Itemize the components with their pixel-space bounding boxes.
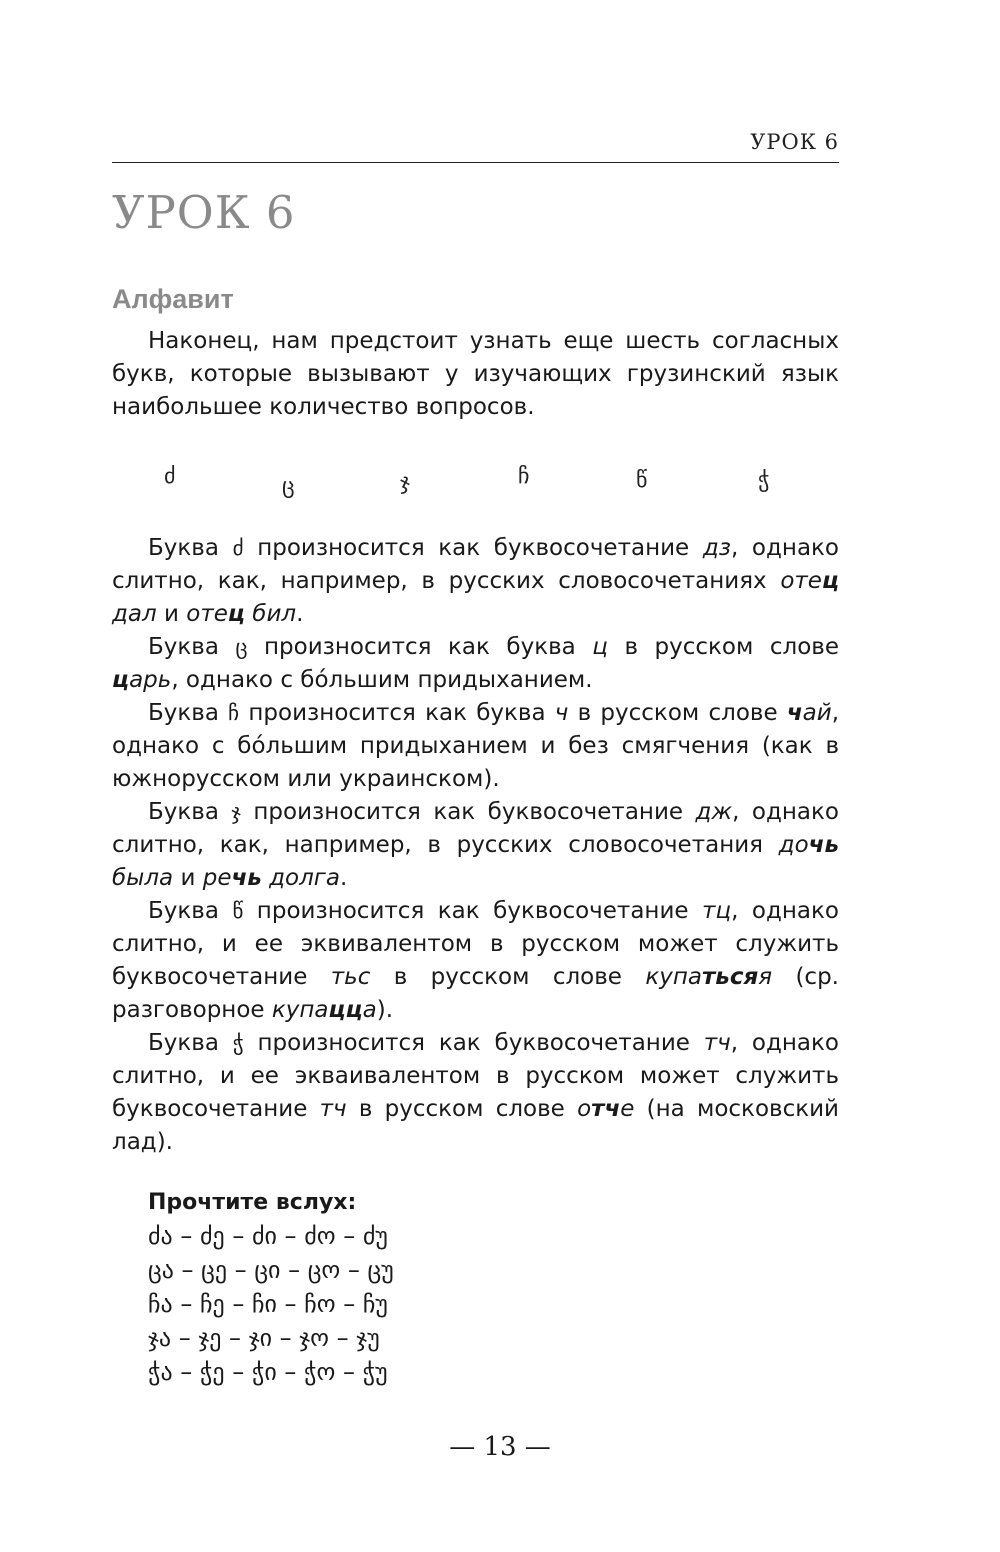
running-head bbox=[112, 130, 839, 163]
paragraph-ch: Буква ჩ произносится как буква ч в русском слове чай, однако с бóльшим придыханием и без смягчения (как в южнорусском или украинском). bbox=[112, 700, 839, 792]
paragraph-tsq: Буква წ произносится как буквосочетание тц, однако слитно, и ее эквивалентом в русском может служить буквосочетание тьс в русском слове купатьсяя (ср. разговорное купацца). bbox=[112, 898, 839, 1023]
section-heading: Алфавит bbox=[112, 284, 234, 314]
letters-row bbox=[112, 462, 839, 502]
reading-line: ძა – ძე – ძი – ძო – ძუ bbox=[148, 1222, 388, 1250]
paragraph-ts: Буква ც произносится как буква ц в русском слове царь, однако с бóльшим придыханием. bbox=[112, 634, 839, 693]
letter-ts: ც bbox=[282, 474, 295, 499]
letter-tsq: წ bbox=[636, 468, 648, 493]
page-number: — 13 — bbox=[449, 1432, 551, 1462]
paragraph-dzh: Буква ჯ произносится как буквосочетание дж, однако слитно, как, например, в русских словосочетания дочь была и речь долга. bbox=[112, 799, 839, 891]
reading-line: ჯა – ჯე – ჯი – ჯო – ჯუ bbox=[148, 1324, 380, 1352]
lesson-title: УРОК 6 bbox=[112, 186, 296, 239]
running-head-text: УРОК 6 bbox=[750, 130, 839, 154]
letter-ch: ჩ bbox=[518, 464, 530, 489]
intro-paragraph bbox=[112, 325, 839, 424]
reading-line: ცა – ცე – ცი – ცო – ცუ bbox=[148, 1256, 394, 1284]
paragraph-chq: Буква ჭ произносится как буквосочетание тч, однако слитно, и ее экваивалентом в русском может служить буквосочетание тч в русском слове отче (на московский лад). bbox=[112, 1030, 840, 1155]
reading-title: Прочтите вслух: bbox=[148, 1190, 357, 1215]
letter-dzh: ჯ bbox=[400, 470, 410, 495]
reading-line: ჭა – ჭე – ჭი – ჭო – ჭუ bbox=[148, 1358, 388, 1386]
paragraph-dz: Буква ძ произносится как буквосочетание дз, однако слитно, как, например, в русских словосочетаниях отец дал и отец бил. bbox=[112, 535, 839, 627]
explanation-block bbox=[112, 532, 839, 1159]
intro-text: Наконец, нам предстоит узнать еще шесть согласных букв, которые вызывают у изучающих грузинский язык наибольшее количество вопросов. bbox=[112, 328, 839, 420]
reading-line: ჩა – ჩე – ჩი – ჩო – ჩუ bbox=[148, 1290, 388, 1318]
letter-dz: ძ bbox=[164, 464, 176, 489]
letter-chq: ჭ bbox=[758, 468, 770, 493]
reading-exercise bbox=[148, 1190, 394, 1389]
